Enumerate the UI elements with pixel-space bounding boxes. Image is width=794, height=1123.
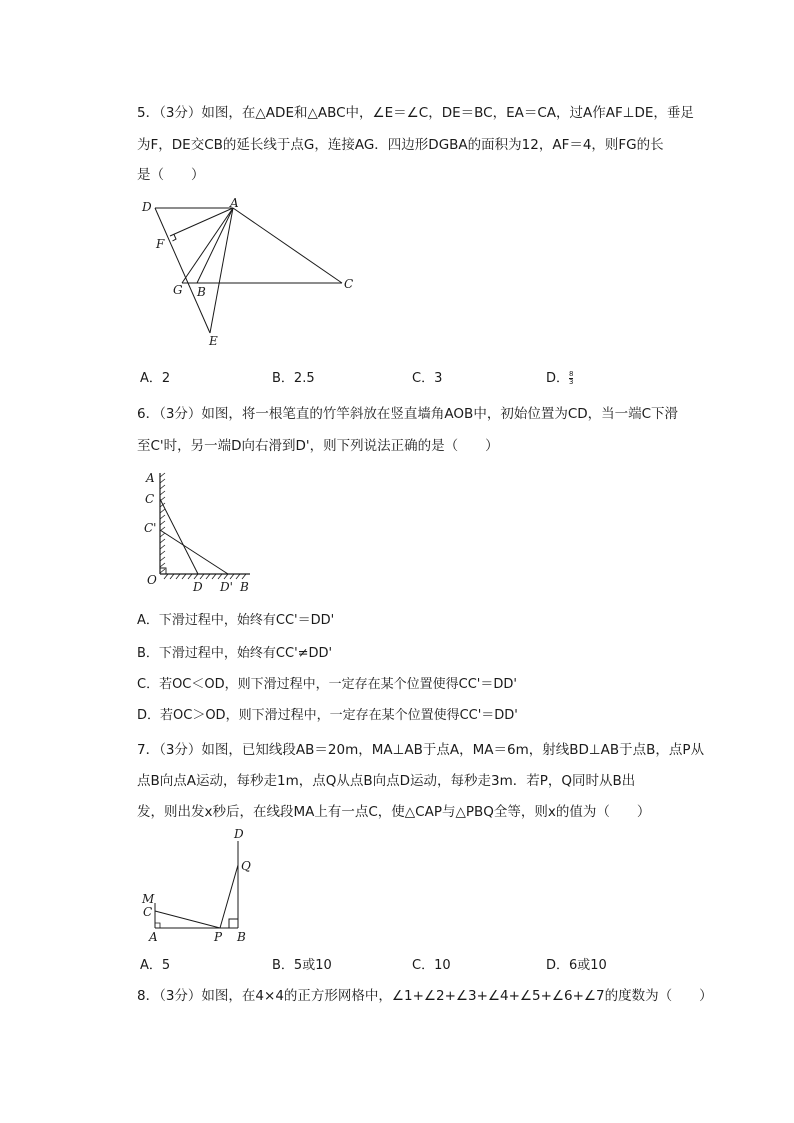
q5-text-line2: 为F，DE交CB的延长线于点G，连接AG．四边形DGBA的面积为12，AF＝4，则FG的长: [137, 137, 664, 153]
q7-seg-CP: [155, 911, 220, 928]
q6-option-c[interactable]: C．若OC＜OD，则下滑过程中，一定存在某个位置使得CC'＝DD': [137, 677, 517, 692]
q7-figure: [140, 823, 260, 948]
q5-label-C: C: [344, 277, 354, 291]
q7-label-P: P: [214, 930, 223, 944]
q6-option-d[interactable]: D．若OC＞OD，则下滑过程中，一定存在某个位置使得CC'＝DD': [137, 708, 518, 723]
q6-label-C-prime: C': [144, 521, 157, 535]
q6-text-line1: 6．（3分）如图，将一根笔直的竹竿斜放在竖直墙角AOB中，初始位置为CD，当一端C下滑: [137, 406, 679, 422]
q5-option-d[interactable]: [546, 370, 573, 388]
q5-option-b[interactable]: B．2.5: [272, 371, 315, 386]
q6-wall-hatching: [160, 473, 165, 573]
q6-figure: [140, 465, 265, 597]
q5-text-line3: 是（ ）: [137, 167, 205, 183]
q7-right-angle-A: [155, 923, 160, 928]
q7-option-c[interactable]: C．10: [412, 958, 451, 973]
q5-option-d-denominator: 3: [569, 378, 574, 386]
q7-label-A: A: [149, 930, 158, 944]
q7-right-angle-B: [229, 919, 238, 928]
q7-label-C: C: [143, 905, 153, 919]
q5-option-c[interactable]: C．3: [412, 371, 443, 386]
q5-text-line1: 5．（3分）如图，在△ADE和△ABC中，∠E＝∠C，DE＝BC，EA＝CA，过A作AF⊥DE，垂足: [137, 105, 694, 121]
q5-right-angle-mark: [173, 235, 177, 242]
q6-option-b[interactable]: B．下滑过程中，始终有CC'≠DD': [137, 646, 333, 661]
q7-text-line2: 点B向点A运动，每秒走1m，点Q从点B向点D运动，每秒走3m．若P，Q同时从B出: [137, 773, 636, 789]
q7-text-line1: 7．（3分）如图，已知线段AB＝20m，MA⊥AB于点A，MA＝6m，射线BD⊥AB于点B，点P从: [137, 742, 705, 758]
q6-label-O: O: [147, 573, 157, 587]
q7-option-b[interactable]: B．5或10: [272, 958, 332, 973]
q6-label-D: D: [193, 580, 203, 594]
q5-label-F: F: [156, 237, 165, 251]
q7-option-a[interactable]: A．5: [140, 958, 171, 973]
q6-label-B: B: [240, 580, 249, 594]
q5-seg-AB: [197, 208, 233, 283]
q5-label-A: A: [230, 196, 239, 210]
q5-option-a[interactable]: A．2: [140, 371, 171, 386]
q5-figure: [130, 195, 370, 355]
q5-label-B: B: [197, 285, 206, 299]
q6-text-line2: 至C'时，另一端D向右滑到D'，则下列说法正确的是（ ）: [137, 438, 499, 454]
q5-option-d-fraction: [569, 371, 573, 386]
q6-floor-hatching: [164, 574, 246, 579]
q5-label-G: G: [173, 283, 183, 297]
q5-label-E: E: [209, 334, 218, 348]
q7-label-M: M: [142, 892, 155, 906]
q8-text-line1: 8．（3分）如图，在4×4的正方形网格中，∠1+∠2+∠3+∠4+∠5+∠6+∠7的度数为（ ）: [137, 988, 713, 1004]
q7-text-line3: 发，则出发x秒后，在线段MA上有一点C，使△CAP与△PBQ全等，则x的值为（ ）: [137, 804, 651, 820]
q7-label-Q: Q: [241, 859, 251, 873]
q6-option-a[interactable]: A．下滑过程中，始终有CC'＝DD': [137, 613, 335, 628]
q5-option-d-numerator: 8: [569, 370, 574, 378]
q5-seg-AE: [210, 208, 233, 333]
q6-label-A: A: [146, 471, 155, 485]
q5-seg-AC: [233, 208, 342, 283]
q6-rod-CD: [160, 499, 198, 574]
q5-option-d-label: D．: [546, 371, 570, 386]
q7-label-B: B: [237, 930, 246, 944]
q6-rod-C2D2: [160, 530, 228, 574]
q7-label-D: D: [234, 827, 244, 841]
q7-option-d[interactable]: D．6或10: [546, 958, 607, 973]
q5-seg-DE: [155, 208, 210, 333]
q6-label-D-prime: D': [220, 580, 233, 594]
q6-label-C: C: [145, 492, 155, 506]
q5-label-D: D: [142, 200, 152, 214]
